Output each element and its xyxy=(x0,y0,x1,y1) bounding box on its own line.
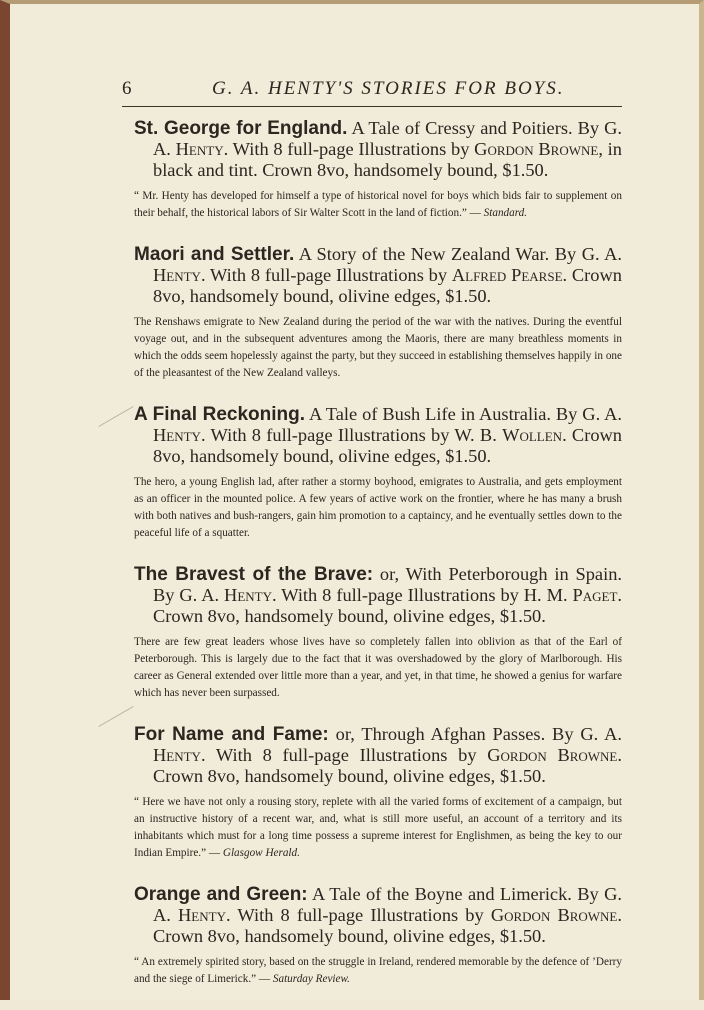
by-text: By G. A. xyxy=(153,884,622,925)
author-name: Henty xyxy=(224,585,272,605)
description-text: “ Here we have not only a rousing story, replete with all the varied forms of excitement of a campaign, but an instructive history of a recent war, and, what is still more useful, an account of a territory and its inhabitants which must for a long time possess a supreme interest for Englishmen, as being the key to our Indian Empire.” — xyxy=(134,796,622,859)
book-entry xyxy=(134,724,622,862)
book-entry xyxy=(134,884,622,988)
book-subtitle: A Tale of Bush Life in Australia. xyxy=(308,404,551,424)
author-name: Henty xyxy=(153,265,201,285)
entry-description xyxy=(134,634,622,702)
author-name: Henty xyxy=(153,745,201,765)
book-subtitle: or, Through Afghan Passes. xyxy=(335,724,546,744)
book-title: St. George for England. xyxy=(134,118,348,139)
by-text: By G. A. xyxy=(552,724,622,744)
review-source: Saturday Review. xyxy=(272,973,350,985)
illustrations-text: . With 8 full-page Illustrations by xyxy=(200,265,448,285)
entry-description xyxy=(134,794,622,862)
book-title: Maori and Settler. xyxy=(134,244,295,265)
edition-details: . Crown 8vo, handsomely bound, olivine edges, $1.50. xyxy=(153,905,622,946)
book-entry xyxy=(134,118,622,222)
entry-heading xyxy=(134,724,622,787)
entry-heading xyxy=(134,118,622,181)
edition-details: , in black and tint. Crown 8vo, handsomely bound, $1.50. xyxy=(153,139,622,180)
illustrator-name: Gordon Browne xyxy=(487,745,618,765)
description-text: “ Mr. Henty has developed for himself a type of historical novel for boys which bids fair to supplement on their behalf, the historical labors of Sir Walter Scott in the land of fiction.” — xyxy=(134,190,622,219)
page-number: 6 xyxy=(122,78,132,99)
illustrator-name: Gordon Browne xyxy=(474,139,599,159)
illustrator-name: Paget xyxy=(572,585,618,605)
edition-details: . Crown 8vo, handsomely bound, olivine edges, $1.50. xyxy=(153,425,622,466)
by-text: By G. A. xyxy=(153,585,220,605)
entry-heading xyxy=(134,404,622,467)
illustrator-name: Alfred Pearse xyxy=(451,265,563,285)
illustrations-text: . With 8 full-page Illustrations by xyxy=(223,139,470,159)
edition-details: . Crown 8vo, handsomely bound, olivine edges, $1.50. xyxy=(153,265,622,306)
edition-details: . Crown 8vo, handsomely bound, olivine edges, $1.50. xyxy=(153,745,622,786)
book-title: For Name and Fame: xyxy=(134,724,329,745)
author-name: Henty xyxy=(153,425,201,445)
page-header xyxy=(122,78,622,107)
entry-heading xyxy=(134,884,622,947)
book-title: A Final Reckoning. xyxy=(134,404,305,425)
illustrator-name: Gordon Browne xyxy=(490,905,618,925)
description-text: The hero, a young English lad, after rather a stormy boyhood, emigrates to Australia, and gets employment as an officer in the mounted police. A few years of active work on the frontier, where he has many a brush with both natives and bush-rangers, gain him promotion to a captaincy, and he eventually settles down to the peaceful life of a squatter. xyxy=(134,476,622,539)
description-text: There are few great leaders whose lives have so completely fallen into oblivion as that of the Earl of Peterborough. This is largely due to the fact that it was overshadowed by the glory of Marlborough. His career as General extended over little more than a year, and yet, in that time, he showed a genius for warfare which has never been surpassed. xyxy=(134,636,622,699)
book-entry xyxy=(134,404,622,542)
by-text: By G. A. xyxy=(554,244,622,264)
entry-description xyxy=(134,314,622,382)
by-text: By G. A. xyxy=(555,404,622,424)
book-subtitle: A Tale of the Boyne and Limerick. xyxy=(312,884,572,904)
book-subtitle: or, With Peterborough in Spain. xyxy=(379,564,622,584)
entry-description xyxy=(134,474,622,542)
entry-heading xyxy=(134,244,622,307)
edition-details: . Crown 8vo, handsomely bound, olivine edges, $1.50. xyxy=(153,585,622,626)
book-entry xyxy=(134,244,622,382)
by-text: By G. A. xyxy=(153,118,622,159)
illustrations-text: . With 8 full-page Illustrations by H. M. xyxy=(272,585,568,605)
pencil-margin-mark xyxy=(98,406,133,427)
book-entry xyxy=(134,564,622,702)
illustrations-text: . With 8 full-page Illustrations by xyxy=(225,905,484,925)
review-source: Glasgow Herald. xyxy=(222,847,300,859)
book-subtitle: A Story of the New Zealand War. xyxy=(298,244,550,264)
book-list xyxy=(134,118,622,1010)
entry-description xyxy=(134,188,622,222)
description-text: “ An extremely spirited story, based on the struggle in Ireland, rendered memorable by the defence of ’Derry and the siege of Limerick.” — xyxy=(134,956,622,985)
description-text: The Renshaws emigrate to New Zealand during the period of the war with the natives. During the eventful voyage out, and in the subsequent adventures among the Maoris, there are many breathless moments in which the odds seem hopelessly against the party, but they succeed in establishing themselves happily in one of the pleasantest of the New Zealand valleys. xyxy=(134,316,622,379)
book-title: Orange and Green: xyxy=(134,884,308,905)
review-source: Standard. xyxy=(483,207,528,219)
running-head: G. A. HENTY'S STORIES FOR BOYS. xyxy=(212,78,565,99)
illustrations-text: . With 8 full-page Illustrations by xyxy=(200,745,477,765)
illustrator-name: Wollen xyxy=(502,425,563,445)
entry-description xyxy=(134,954,622,988)
book-title: The Bravest of the Brave: xyxy=(134,564,374,585)
illustrations-text: . With 8 full-page Illustrations by W. B. xyxy=(200,425,497,445)
book-subtitle: A Tale of Cressy and Poitiers. xyxy=(351,118,573,138)
author-name: Henty xyxy=(178,905,226,925)
author-name: Henty xyxy=(175,139,224,159)
entry-heading xyxy=(134,564,622,627)
pencil-margin-mark xyxy=(98,706,133,727)
